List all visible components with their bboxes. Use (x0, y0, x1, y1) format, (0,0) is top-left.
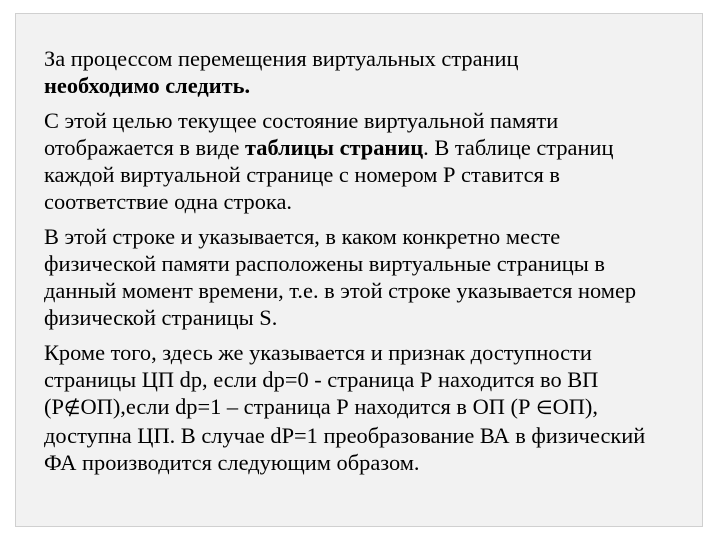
paragraph-3 (44, 223, 664, 331)
paragraph-1 (44, 45, 664, 99)
paragraph-2-text-start: С этой целью текущее состояние виртуальной памяти отображается в виде (44, 108, 559, 160)
paragraph-2-emphasis: таблицы страниц (245, 135, 424, 160)
slide-body (44, 45, 664, 484)
paragraph-1-emphasis: необходимо следить. (44, 73, 251, 98)
paragraph-4-text-part2: ОП),если dp=1 – страница Р находится в ОП (Р (80, 394, 537, 419)
paragraph-4-text-part3: ОП), доступна ЦП. В случае dP=1 преобразование ВА в физический ФА производится следующим образом. (44, 394, 646, 475)
element-of-symbol: ∈ (536, 397, 553, 419)
paragraph-2 (44, 107, 664, 215)
paragraph-4-text-part1: Кроме того, здесь же указывается и признак доступности страницы ЦП dp, если dp=0 - страница Р находится во ВП (Р (44, 340, 599, 419)
paragraph-3-text: В этой строке и указывается, в каком конкретно месте физической памяти расположены виртуальные страницы в данный момент времени, т.е. в этой строке указывается номер физической страницы S. (44, 224, 637, 330)
paragraph-4 (44, 339, 664, 476)
paragraph-1-line: За процессом перемещения виртуальных страниц (44, 46, 519, 71)
not-element-of-symbol: ∉ (63, 397, 81, 419)
paragraph-2-text-end: . В таблице страниц каждой виртуальной странице с номером Р ставится в соответствие одна строка. (44, 135, 614, 214)
